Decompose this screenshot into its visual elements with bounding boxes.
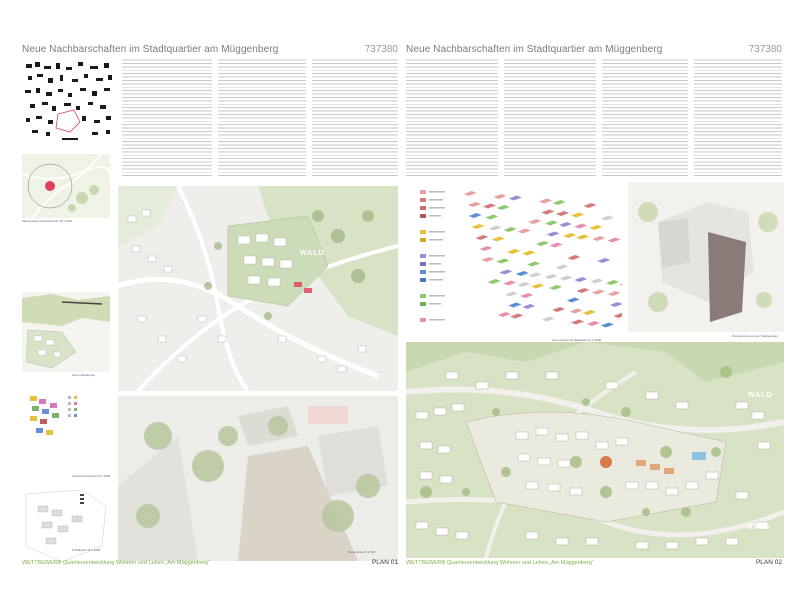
circle-context-diagram <box>22 154 110 218</box>
building <box>636 542 648 549</box>
wald-label-bottom: WALD <box>746 524 771 531</box>
building <box>570 488 582 495</box>
building <box>456 532 468 539</box>
side-caption-4: Freiflächen M 1:1000 <box>72 548 101 552</box>
building <box>646 482 658 489</box>
building <box>596 442 608 449</box>
wald-label-top: WALD <box>748 392 773 399</box>
tree <box>501 467 511 477</box>
building <box>438 446 450 453</box>
tree <box>681 507 691 517</box>
tree <box>711 447 721 457</box>
perspective-right-top <box>628 182 784 332</box>
tree <box>660 446 672 458</box>
building <box>586 538 598 545</box>
explanatory-text-column-3 <box>602 58 688 176</box>
sheet-title: Neue Nachbarschaften im Stadtquartier am Müggenberg <box>406 44 663 55</box>
axonometry-diagram <box>452 186 622 336</box>
tree <box>582 398 590 406</box>
building <box>666 542 678 549</box>
freiflaechen-diagram <box>22 486 110 566</box>
caption-perspective: Perspektive aus dem Stadtquartier <box>732 334 779 338</box>
building <box>736 492 748 499</box>
wald-label-left: WALD <box>300 250 325 257</box>
building <box>616 438 628 445</box>
plan-number: PLAN 02 <box>755 559 782 566</box>
side-caption-3: Freiraumverteilung M 1:2500 <box>72 474 111 478</box>
building <box>758 442 770 449</box>
building <box>536 428 548 435</box>
building <box>526 532 538 539</box>
explanatory-text-column-4 <box>694 58 782 176</box>
tree <box>420 486 432 498</box>
building <box>416 522 428 529</box>
building <box>546 372 558 379</box>
building <box>646 392 658 399</box>
building <box>726 538 738 545</box>
building <box>752 412 764 419</box>
sheet-title: Neue Nachbarschaften im Stadtquartier am Müggenberg <box>22 44 279 55</box>
plan-sheet-01 <box>18 36 402 570</box>
figure-ground-plan <box>22 58 118 144</box>
building <box>538 458 550 465</box>
unit-types-legend <box>406 186 450 336</box>
tree <box>492 408 500 416</box>
building <box>526 482 538 489</box>
building <box>420 442 432 449</box>
building <box>576 432 588 439</box>
building <box>440 476 452 483</box>
competition-code: 737380 <box>364 44 398 55</box>
building <box>434 408 446 415</box>
explanatory-text-column-2 <box>218 58 306 178</box>
tree <box>570 456 582 468</box>
explanatory-text-column-2 <box>504 58 596 176</box>
tree <box>462 488 470 496</box>
caption-axonometry: Axonometrie der Baufelder M 1:1000 <box>552 338 602 342</box>
bottom-caption-left: Perspektive M 1:500 <box>348 550 376 554</box>
site-plan-left <box>118 186 398 391</box>
building <box>556 434 568 441</box>
side-caption-2: Zonen Baukörper <box>72 373 96 377</box>
building <box>676 402 688 409</box>
building <box>516 432 528 439</box>
tree <box>621 407 631 417</box>
plan-sheet-02 <box>402 36 786 570</box>
building <box>556 538 568 545</box>
building <box>686 482 698 489</box>
explanatory-text-column-1 <box>406 58 498 176</box>
side-caption-1: Mikroquartier Aktivitätsraum M 1:1000 <box>22 219 73 223</box>
color-blocks-diagram <box>22 388 110 468</box>
building <box>518 454 530 461</box>
tree <box>600 486 612 498</box>
perspective-left <box>118 396 398 561</box>
building <box>736 402 748 409</box>
building <box>416 412 428 419</box>
competition-footer: WETTBEWERB Quartiersentwicklung Wohnen und Leben „Am Müggenberg“ <box>406 560 594 566</box>
explanatory-text-column-1 <box>122 58 212 178</box>
building <box>446 372 458 379</box>
site-plan-right <box>406 342 784 558</box>
building <box>452 404 464 411</box>
building <box>606 382 618 389</box>
tree <box>642 508 650 516</box>
building <box>548 484 560 491</box>
building <box>558 460 570 467</box>
plan-number: PLAN 01 <box>371 559 398 566</box>
building <box>506 372 518 379</box>
competition-code: 737380 <box>748 44 782 55</box>
tree <box>720 366 732 378</box>
building <box>666 488 678 495</box>
building <box>696 538 708 545</box>
building <box>626 482 638 489</box>
building <box>706 472 718 479</box>
building <box>436 528 448 535</box>
building <box>420 472 432 479</box>
building <box>476 382 488 389</box>
competition-footer: WETTBEWERB Quartiersentwicklung Wohnen und Leben „Am Müggenberg“ <box>22 560 210 566</box>
zones-diagram <box>22 292 110 372</box>
explanatory-text-column-3 <box>312 58 398 178</box>
